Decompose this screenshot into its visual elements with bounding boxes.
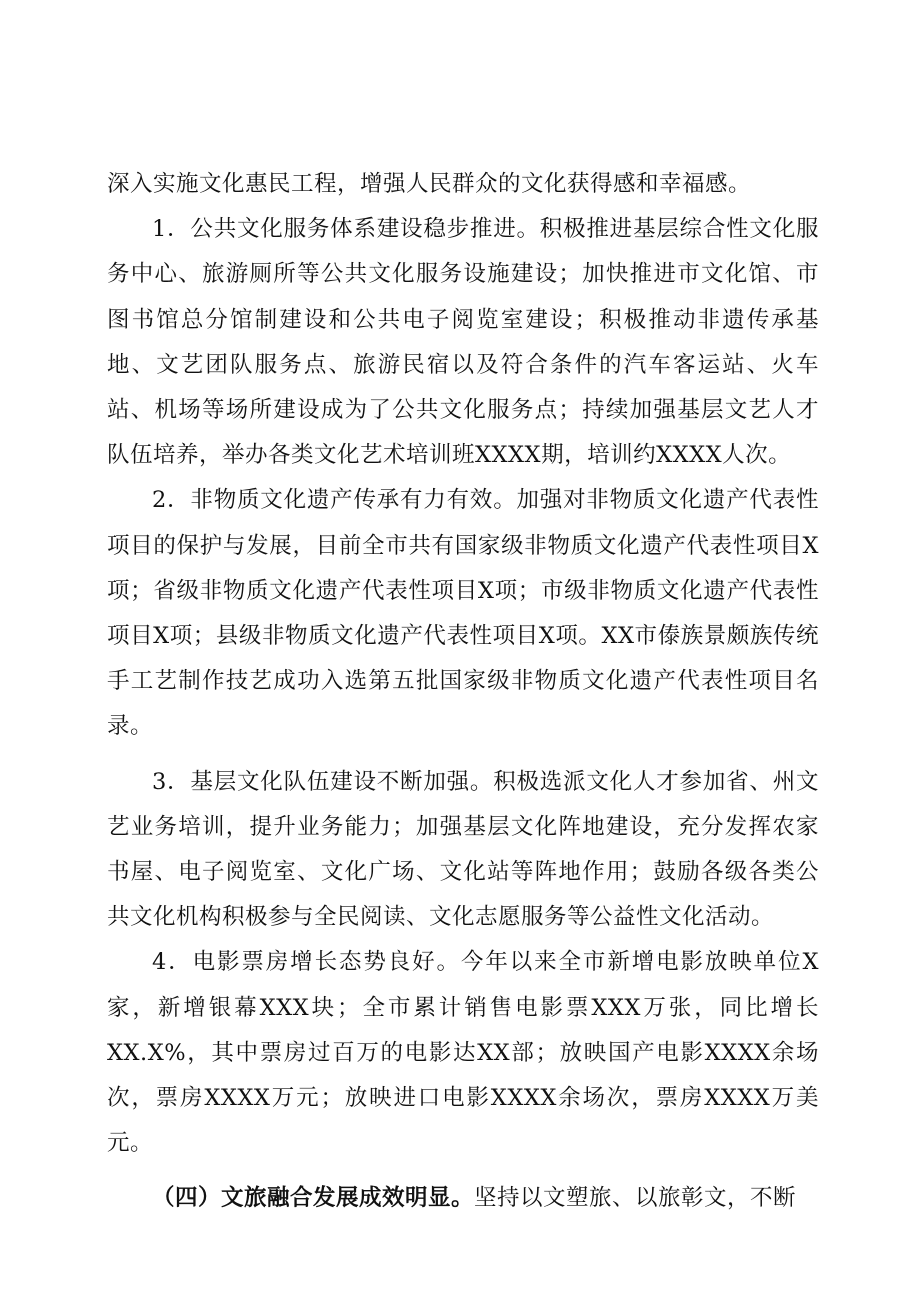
paragraph-item-2: 2．非物质文化遗产传承有力有效。加强对非物质文化遗产代表性项目的保护与发展，目前全市共有国家级非物质文化遗产代表性项目X项；省级非物质文化遗产代表性项目X项；市级非物质文化遗产代表性项目X项；县级非物质文化遗产代表性项目X项。XX市傣族景颇族传统手工艺制作技艺成功入选第五批国家级非物质文化遗产代表性项目名录。 — [107, 487, 819, 740]
paragraph-continuation: 深入实施文化惠民工程，增强人民群众的文化获得感和幸福感。 — [107, 171, 752, 197]
section-text: 坚持以文塑旅、以旅彰文，不断 — [474, 1185, 797, 1212]
paragraph-section-4 — [107, 1176, 819, 1221]
body-text — [107, 162, 819, 1222]
paragraph-item-1: 1．公共文化服务体系建设稳步推进。积极推进基层综合性文化服务中心、旅游厕所等公共文化服务设施建设；加快推进市文化馆、市图书馆总分馆制建设和公共电子阅览室建设；积极推动非遗传承基地、文艺团队服务点、旅游民宿以及符合条件的汽车客运站、火车站、机场等场所建设成为了公共文化服务点；持续加强基层文艺人才队伍培养，举办各类文化艺术培训班XXXX期，培训约XXXX人次。 — [107, 216, 819, 469]
paragraph-item-4: 4．电影票房增长态势良好。今年以来全市新增电影放映单位X家，新增银幕XXX块；全市累计销售电影票XXX万张，同比增长XX.X%，其中票房过百万的电影达XX部；放映国产电影XXXX余场次，票房XXXX万元；放映进口电影XXXX余场次，票房XXXX万美元。 — [107, 949, 819, 1157]
paragraph-item-3: 3．基层文化队伍建设不断加强。积极选派文化人才参加省、州文艺业务培训，提升业务能力；加强基层文化阵地建设，充分发挥农家书屋、电子阅览室、文化广场、文化站等阵地作用；鼓励各级各类公共文化机构积极参与全民阅读、文化志愿服务等公益性文化活动。 — [107, 768, 819, 931]
section-heading: （四）文旅融合发展成效明显。 — [152, 1185, 475, 1212]
